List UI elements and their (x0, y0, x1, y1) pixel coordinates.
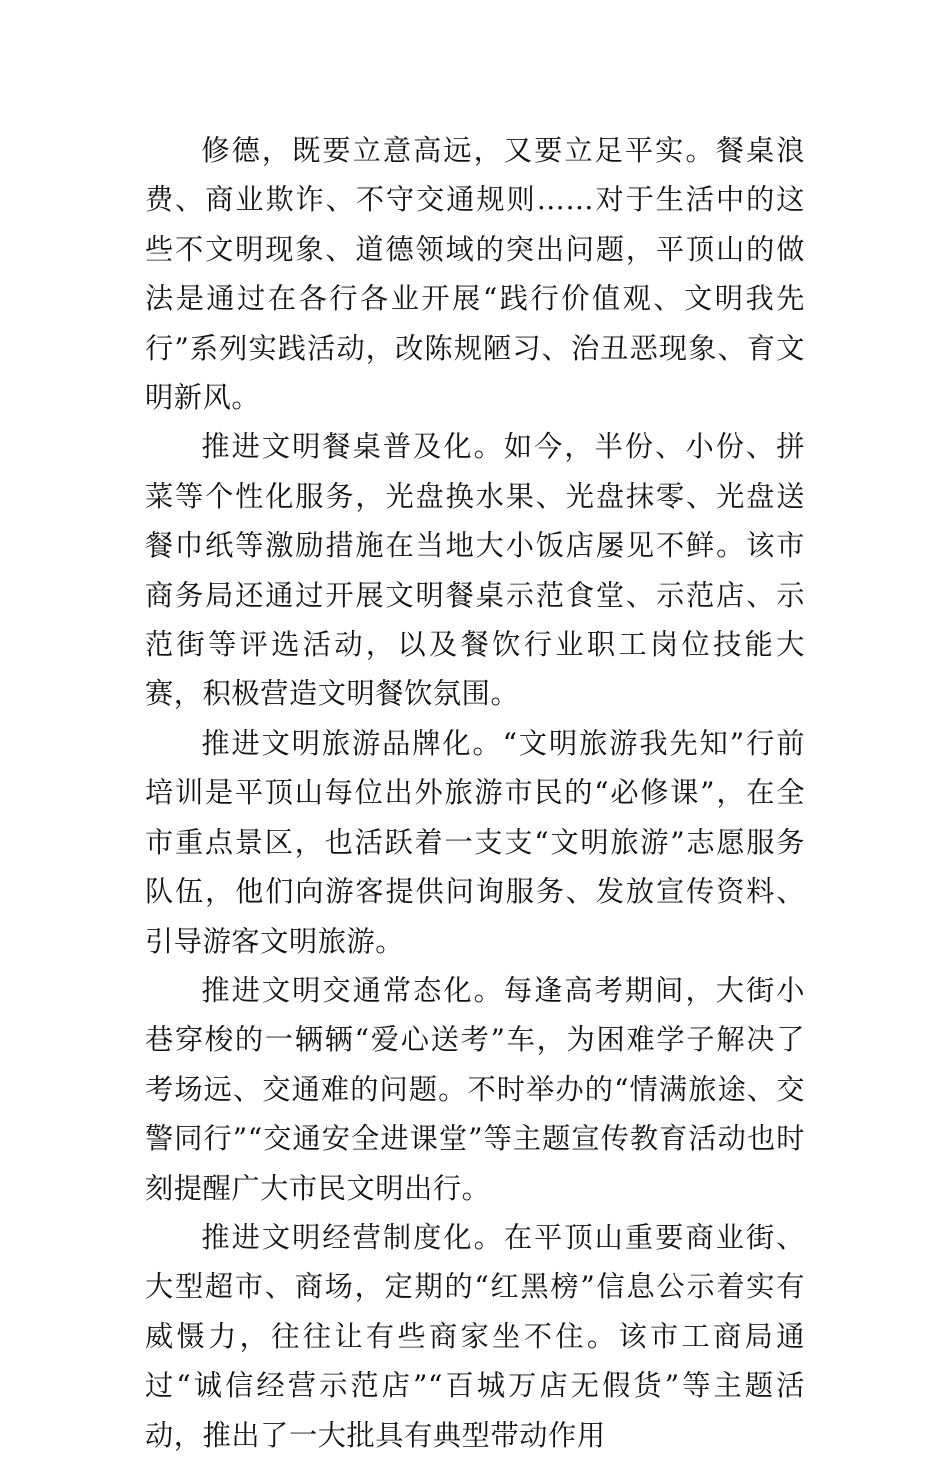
paragraph-traffic: 推进文明交通常态化。每逢高考期间，大街小巷穿梭的一辆辆“爱心送考”车，为困难学子解决了考场远、交通难的问题。不时举办的“情满旅途、交警同行”“交通安全进课堂”等主题宣传教育活动也时刻提醒广大市民文明出行。 (145, 973, 805, 1205)
document-body (145, 126, 805, 1460)
paragraph-intro: 修德，既要立意高远，又要立足平实。餐桌浪费、商业欺诈、不守交通规则……对于生活中的这些不文明现象、道德领域的突出问题，平顶山的做法是通过在各行各业开展“践行价值观、文明我先行”系列实践活动，改陈规陋习、治丑恶现象、育文明新风。 (145, 134, 805, 415)
paragraph-dining: 推进文明餐桌普及化。如今，半份、小份、拼菜等个性化服务，光盘换水果、光盘抹零、光盘送餐巾纸等激励措施在当地大小饭店屡见不鲜。该市商务局还通过开展文明餐桌示范食堂、示范店、示范街等评选活动，以及餐饮行业职工岗位技能大赛，积极营造文明餐饮氛围。 (145, 430, 805, 711)
paragraph-tourism: 推进文明旅游品牌化。“文明旅游我先知”行前培训是平顶山每位出外旅游市民的“必修课”，在全市重点景区，也活跃着一支支“文明旅游”志愿服务队伍，他们向游客提供问询服务、发放宣传资料、引导游客文明旅游。 (145, 726, 805, 958)
paragraph-business: 推进文明经营制度化。在平顶山重要商业街、大型超市、商场，定期的“红黑榜”信息公示着实有威慑力，往往让有些商家坐不住。该市工商局通过“诚信经营示范店”“百城万店无假货”等主题活动，推出了一大批具有典型带动作用 (145, 1220, 805, 1452)
